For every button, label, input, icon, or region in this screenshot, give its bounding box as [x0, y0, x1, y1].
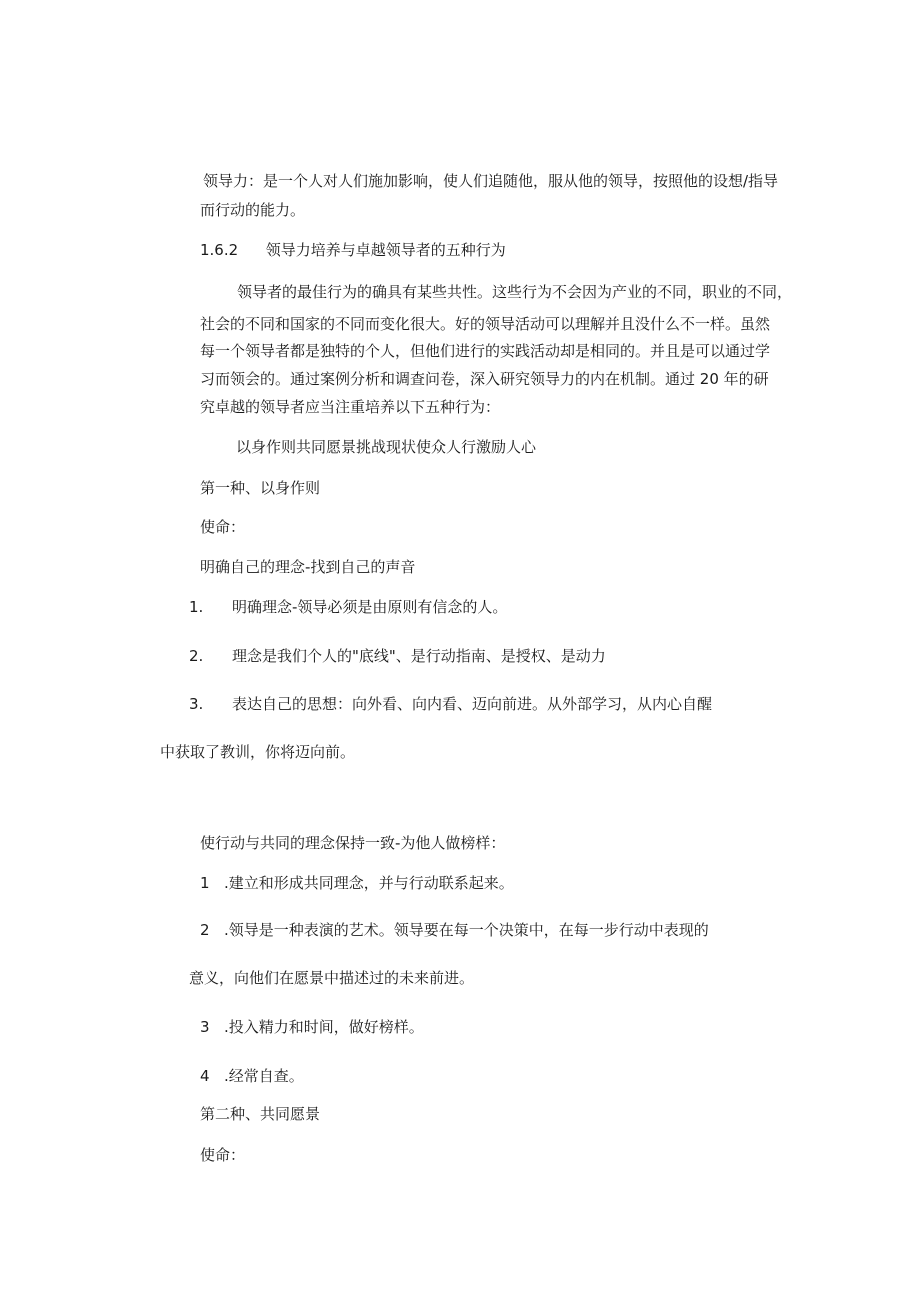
first-mission-label: 使命： [200, 518, 246, 536]
section-heading [200, 240, 506, 260]
list-item-text: .建立和形成共同理念，并与行动联系起来。 [224, 874, 514, 892]
list-item-text: 明确理念-领导必须是由原则有信念的人。 [232, 598, 508, 616]
list-item-text: 表达自己的思想：向外看、向内看、迈向前进。从外部学习，从内心自醒 [232, 695, 713, 713]
list-item-text: .经常自查。 [224, 1067, 304, 1085]
list-item-continuation: 意义，向他们在愿景中描述过的未来前进。 [189, 969, 475, 987]
list-item-number: 3 [200, 1018, 210, 1036]
list-item-number: 1. [189, 598, 204, 616]
definition-line-2: 而行动的能力。 [200, 201, 306, 219]
first-sub-heading-2: 使行动与共同的理念保持一致-为他人做榜样： [200, 834, 506, 852]
second-behavior-heading: 第二种、共同愿景 [200, 1105, 321, 1123]
list-item-text: 理念是我们个人的"底线"、是行动指南、是授权、是动力 [232, 647, 606, 665]
intro-line-1: 领导者的最佳行为的确具有某些共性。这些行为不会因为产业的不同，职业的不同， [237, 283, 793, 301]
list-item-number: 4 [200, 1067, 210, 1085]
list-item-text: .投入精力和时间，做好榜样。 [224, 1018, 424, 1036]
intro-line-5: 究卓越的领导者应当注重培养以下五种行为： [200, 398, 501, 416]
intro-line-3: 每一个领导者都是独特的个人，但他们进行的实践活动却是相同的。并且是可以通过学 [200, 342, 771, 360]
second-mission-label: 使命： [200, 1146, 246, 1164]
list-item-number: 2. [189, 647, 204, 665]
section-number: 1.6.2 [200, 241, 239, 259]
list-item-continuation: 中获取了教训，你将迈向前。 [160, 743, 356, 761]
intro-line-2: 社会的不同和国家的不同而变化很大。好的领导活动可以理解并且没什么不一样。虽然 [200, 315, 771, 333]
first-sub-heading: 明确自己的理念-找到自己的声音 [200, 558, 416, 576]
definition-line-1: 领导力：是一个人对人们施加影响，使人们追随他，服从他的领导，按照他的设想/指导 [203, 172, 779, 190]
five-behaviors-list: 以身作则共同愿景挑战现状使众人行激励人心 [236, 438, 537, 456]
section-title: 领导力培养与卓越领导者的五种行为 [265, 241, 506, 259]
list-item-text: .领导是一种表演的艺术。领导要在每一个决策中，在每一步行动中表现的 [224, 921, 709, 939]
list-item-number: 1 [200, 874, 210, 892]
list-item-number: 3. [189, 695, 204, 713]
list-item-number: 2 [200, 921, 210, 939]
first-behavior-heading: 第一种、以身作则 [200, 479, 321, 497]
intro-line-4: 习而领会的。通过案例分析和调查问卷，深入研究领导力的内在机制。通过 20 年的研 [200, 370, 769, 388]
